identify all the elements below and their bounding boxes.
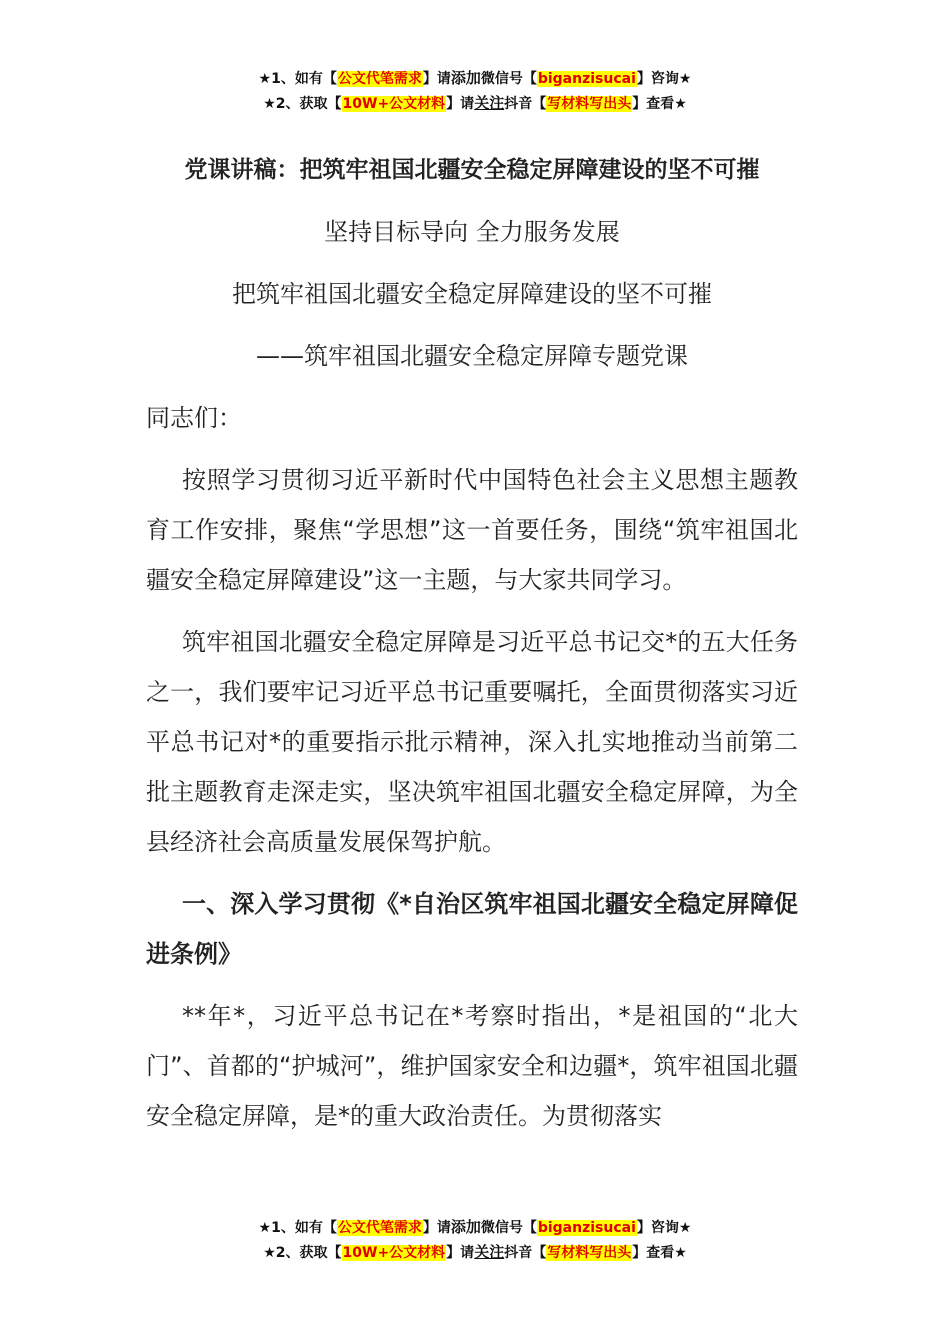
subtitle-3: ——筑牢祖国北疆安全稳定屏障专题党课	[256, 342, 688, 370]
document-body	[146, 146, 798, 1153]
footer-banner	[0, 1215, 950, 1265]
subtitle-2: 把筑牢祖国北疆安全稳定屏障建设的坚不可摧	[232, 280, 712, 308]
subtitle-1: 坚持目标导向 全力服务发展	[324, 218, 620, 246]
banner-line-1: ★1、如有【公文代笔需求】请添加微信号【biganzisucai】咨询★	[258, 1218, 692, 1236]
paragraph-2: 筑牢祖国北疆安全稳定屏障是习近平总书记交*的五大任务之一，我们要牢记习近平总书记重要嘱托，全面贯彻落实习近平总书记对*的重要指示批示精神，深入扎实地推动当前第二批主题教育走深走实，坚决筑牢祖国北疆安全稳定屏障，为全县经济社会高质量发展保驾护航。	[146, 628, 798, 856]
banner-line-2: ★2、获取【10W+公文材料】请关注抖音【写材料写出头】查看★	[263, 1243, 687, 1261]
section-heading-1: 一、深入学习贯彻《*自治区筑牢祖国北疆安全稳定屏障促进条例》	[146, 890, 798, 968]
paragraph-1: 按照学习贯彻习近平新时代中国特色社会主义思想主题教育工作安排，聚焦“学思想”这一首要任务，围绕“筑牢祖国北疆安全稳定屏障建设”这一主题，与大家共同学习。	[146, 466, 798, 594]
header-banner	[0, 66, 950, 116]
paragraph-3: **年*，习近平总书记在*考察时指出，*是祖国的“北大门”、首都的“护城河”，维护国家安全和边疆*，筑牢祖国北疆安全稳定屏障，是*的重大政治责任。为贯彻落实	[146, 1002, 798, 1130]
document-title: 党课讲稿：把筑牢祖国北疆安全稳定屏障建设的坚不可摧	[184, 157, 760, 183]
banner-line-2: ★2、获取【10W+公文材料】请关注抖音【写材料写出头】查看★	[263, 94, 687, 112]
banner-line-1: ★1、如有【公文代笔需求】请添加微信号【biganzisucai】咨询★	[258, 69, 692, 87]
salutation: 同志们：	[146, 404, 242, 432]
